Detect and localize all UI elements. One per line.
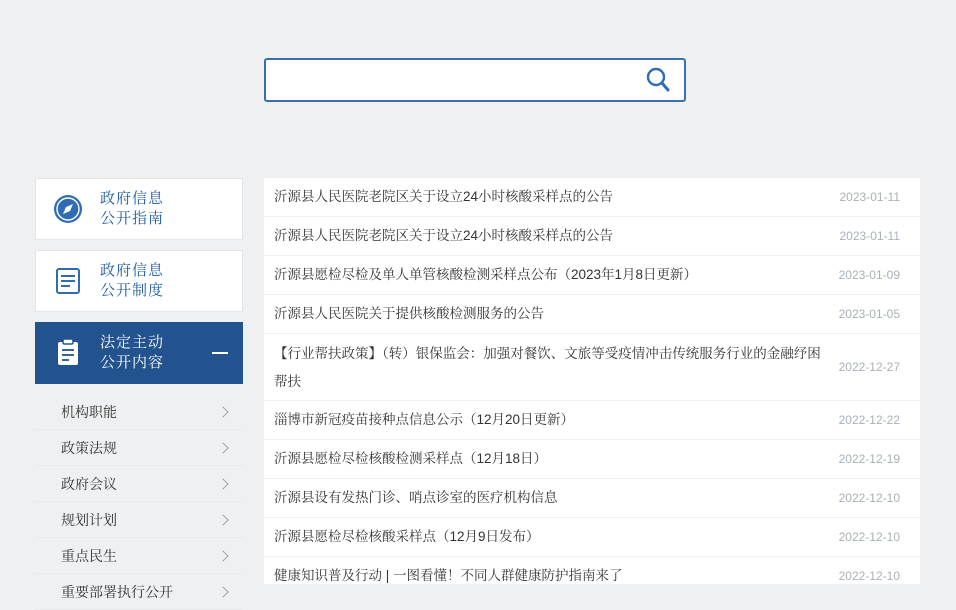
clipboard-icon xyxy=(36,336,100,370)
news-date: 2023-01-11 xyxy=(839,190,900,204)
news-title[interactable]: 健康知识普及行动 | 一图看懂！不同人群健康防护指南来了 xyxy=(274,568,623,583)
sidebar-item-organization[interactable] xyxy=(35,394,243,430)
news-list xyxy=(264,178,920,584)
list-item[interactable] xyxy=(264,440,920,479)
chevron-right-icon xyxy=(217,442,228,453)
minus-icon[interactable] xyxy=(212,352,228,354)
sidebar-card-disclosure-line2: 公开内容 xyxy=(100,354,165,371)
sidebar-sub-list xyxy=(35,394,243,610)
news-date: 2023-01-11 xyxy=(839,229,900,243)
news-date: 2023-01-09 xyxy=(838,268,900,282)
news-title[interactable]: 沂源县人民医院关于提供核酸检测服务的公告 xyxy=(274,306,544,321)
news-date: 2022-12-10 xyxy=(838,530,900,544)
sidebar-item-label: 机构职能 xyxy=(61,404,117,420)
sidebar-item-policy[interactable] xyxy=(35,430,243,466)
chevron-right-icon xyxy=(217,478,228,489)
list-item[interactable] xyxy=(264,479,920,518)
sidebar-item-label: 重点民生 xyxy=(61,548,117,564)
sidebar-card-system-label xyxy=(100,261,164,301)
news-date: 2022-12-22 xyxy=(838,413,900,427)
news-title[interactable]: 沂源县人民医院老院区关于设立24小时核酸采样点的公告 xyxy=(274,189,614,204)
sidebar-card-system-line1: 政府信息 xyxy=(100,262,165,279)
news-title[interactable]: 沂源县人民医院老院区关于设立24小时核酸采样点的公告 xyxy=(274,228,614,243)
chevron-right-icon xyxy=(217,550,228,561)
news-date: 2023-01-05 xyxy=(838,307,900,321)
news-title[interactable]: 淄博市新冠疫苗接种点信息公示（12月20日更新） xyxy=(274,412,575,427)
search-icon xyxy=(643,65,673,95)
sidebar-item-label: 政策法规 xyxy=(61,440,117,456)
document-icon xyxy=(36,264,100,298)
sidebar-item-deployment[interactable] xyxy=(35,574,243,610)
news-date: 2022-12-10 xyxy=(838,491,900,505)
list-item[interactable] xyxy=(264,401,920,440)
news-date: 2022-12-19 xyxy=(838,452,900,466)
list-item[interactable] xyxy=(264,557,920,584)
search-bar xyxy=(264,58,686,102)
sidebar-item-livelihood[interactable] xyxy=(35,538,243,574)
list-item[interactable] xyxy=(264,295,920,334)
sidebar-card-system-line2: 公开制度 xyxy=(100,282,165,299)
sidebar-card-guide-line1: 政府信息 xyxy=(100,190,165,207)
sidebar-card-guide[interactable] xyxy=(35,178,243,240)
search-button[interactable] xyxy=(632,60,684,100)
list-item[interactable] xyxy=(264,256,920,295)
list-item[interactable] xyxy=(264,178,920,217)
news-title[interactable]: 沂源县愿检尽检核酸采样点（12月9日发布） xyxy=(274,529,540,544)
search-box xyxy=(264,58,686,102)
news-title[interactable]: 沂源县愿检尽检核酸检测采样点（12月18日） xyxy=(274,451,548,466)
chevron-right-icon xyxy=(217,514,228,525)
news-title[interactable]: 【行业帮扶政策】（转）银保监会：加强对餐饮、文旅等受疫情冲击传统服务行业的金融纾困帮扶 xyxy=(274,346,821,389)
news-date: 2022-12-10 xyxy=(838,569,900,583)
sidebar-card-disclosure-label xyxy=(100,333,164,373)
sidebar-item-label: 规划计划 xyxy=(61,512,117,528)
sidebar xyxy=(35,178,243,610)
sidebar-card-system[interactable] xyxy=(35,250,243,312)
sidebar-card-guide-label xyxy=(100,189,164,229)
list-item[interactable] xyxy=(264,334,920,401)
sidebar-card-guide-line2: 公开指南 xyxy=(100,210,165,227)
search-input[interactable] xyxy=(276,61,632,99)
sidebar-card-disclosure-line1: 法定主动 xyxy=(100,334,165,351)
news-date: 2022-12-27 xyxy=(838,360,900,374)
news-title[interactable]: 沂源县愿检尽检及单人单管核酸检测采样点公布（2023年1月8日更新） xyxy=(274,267,698,282)
chevron-right-icon xyxy=(217,406,228,417)
list-item[interactable] xyxy=(264,518,920,557)
sidebar-item-planning[interactable] xyxy=(35,502,243,538)
chevron-right-icon xyxy=(217,586,228,597)
news-title[interactable]: 沂源县设有发热门诊、哨点诊室的医疗机构信息 xyxy=(274,490,558,505)
list-item[interactable] xyxy=(264,217,920,256)
compass-icon xyxy=(36,192,100,226)
sidebar-item-meetings[interactable] xyxy=(35,466,243,502)
sidebar-item-label: 政府会议 xyxy=(61,476,117,492)
sidebar-card-disclosure[interactable] xyxy=(35,322,243,384)
sidebar-item-label: 重要部署执行公开 xyxy=(61,584,173,600)
